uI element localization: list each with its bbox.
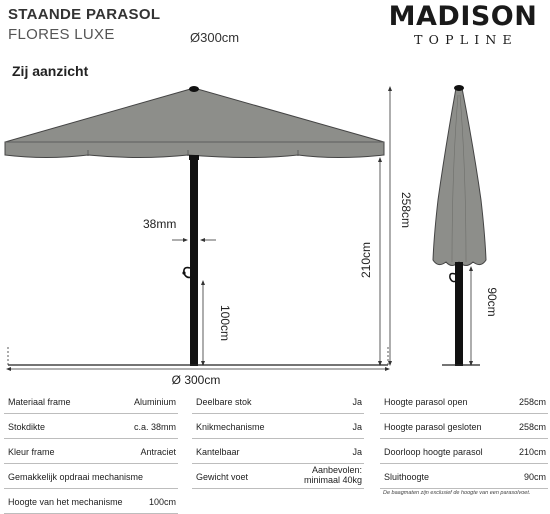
spec-row [4, 462, 178, 489]
spec-value: 210cm [518, 447, 546, 457]
spec-value: Antraciet [140, 447, 176, 457]
spec-label: Kleur frame [8, 447, 55, 457]
dim-mechanism-text: 100cm [218, 304, 232, 342]
spec-value: Aluminium [133, 397, 176, 407]
spec-row [4, 487, 178, 514]
spec-label: Stokdikte [8, 422, 46, 432]
brand-name: MADISON [388, 1, 538, 32]
spec-value: 258cm [518, 397, 546, 407]
product-subtitle: FLORES LUXE [8, 26, 115, 43]
spec-row [380, 462, 548, 489]
spec-label: Kantelbaar [196, 447, 240, 457]
spec-value-line1: Aanbevolen: [311, 465, 362, 475]
spec-row [192, 412, 364, 439]
pole [190, 155, 198, 366]
footnote: De baagmaten zijn exclusief de hoogte van een parasolvoet. [383, 490, 531, 496]
spec-row [380, 412, 548, 439]
dim-closing-height-text: 90cm [485, 287, 499, 317]
spec-label: Hoogte parasol open [384, 397, 468, 407]
dim-clearance [378, 157, 382, 366]
spec-value [304, 465, 362, 485]
closed-pole [455, 262, 463, 366]
spec-label: Knikmechanisme [196, 422, 265, 432]
spec-label: Gewicht voet [196, 472, 249, 482]
spec-row [192, 387, 364, 414]
closed-parasol [433, 85, 486, 366]
spec-value: Ja [352, 397, 362, 407]
view-label: Zij aanzicht [12, 63, 89, 79]
open-parasol [5, 86, 384, 366]
closed-canopy [433, 88, 486, 266]
brand-sub: TOPLINE [414, 32, 518, 47]
spec-value: 90cm [523, 472, 546, 482]
spec-value: Ja [352, 447, 362, 457]
dim-width-text: Ø 300cm [171, 373, 221, 387]
spec-value: c.a. 38mm [133, 422, 176, 432]
spec-value: 258cm [518, 422, 546, 432]
spec-value: Ja [352, 422, 362, 432]
dim-pole-text: 38mm [143, 217, 177, 231]
spec-label: Materiaal frame [8, 397, 71, 407]
dim-full-height-text: 258cm [399, 191, 413, 229]
spec-row [192, 462, 364, 489]
canopy-finial [189, 86, 199, 92]
dim-mechanism [201, 280, 205, 366]
spec-label: Gemakkelijk opdraai mechanisme [8, 472, 144, 482]
spec-row [192, 437, 364, 464]
spec-row [380, 387, 548, 414]
dim-closing-height [469, 266, 473, 366]
product-diameter: Ø300cm [190, 30, 240, 45]
spec-row [380, 437, 548, 464]
closed-finial [454, 85, 464, 91]
dim-full-height [388, 86, 392, 366]
spec-row [4, 387, 178, 414]
spec-label: Deelbare stok [196, 397, 252, 407]
spec-value: 100cm [148, 497, 176, 507]
spec-row [4, 437, 178, 464]
spec-row [4, 412, 178, 439]
spec-label: Sluithoogte [384, 472, 430, 482]
spec-label: Hoogte van het mechanisme [8, 497, 123, 507]
dim-clearance-text: 210cm [359, 241, 373, 279]
spec-label: Hoogte parasol gesloten [384, 422, 482, 432]
spec-label: Doorloop hoogte parasol [384, 447, 483, 457]
product-title: STAANDE PARASOL [8, 6, 161, 23]
spec-value-line2: minimaal 40kg [303, 475, 362, 485]
